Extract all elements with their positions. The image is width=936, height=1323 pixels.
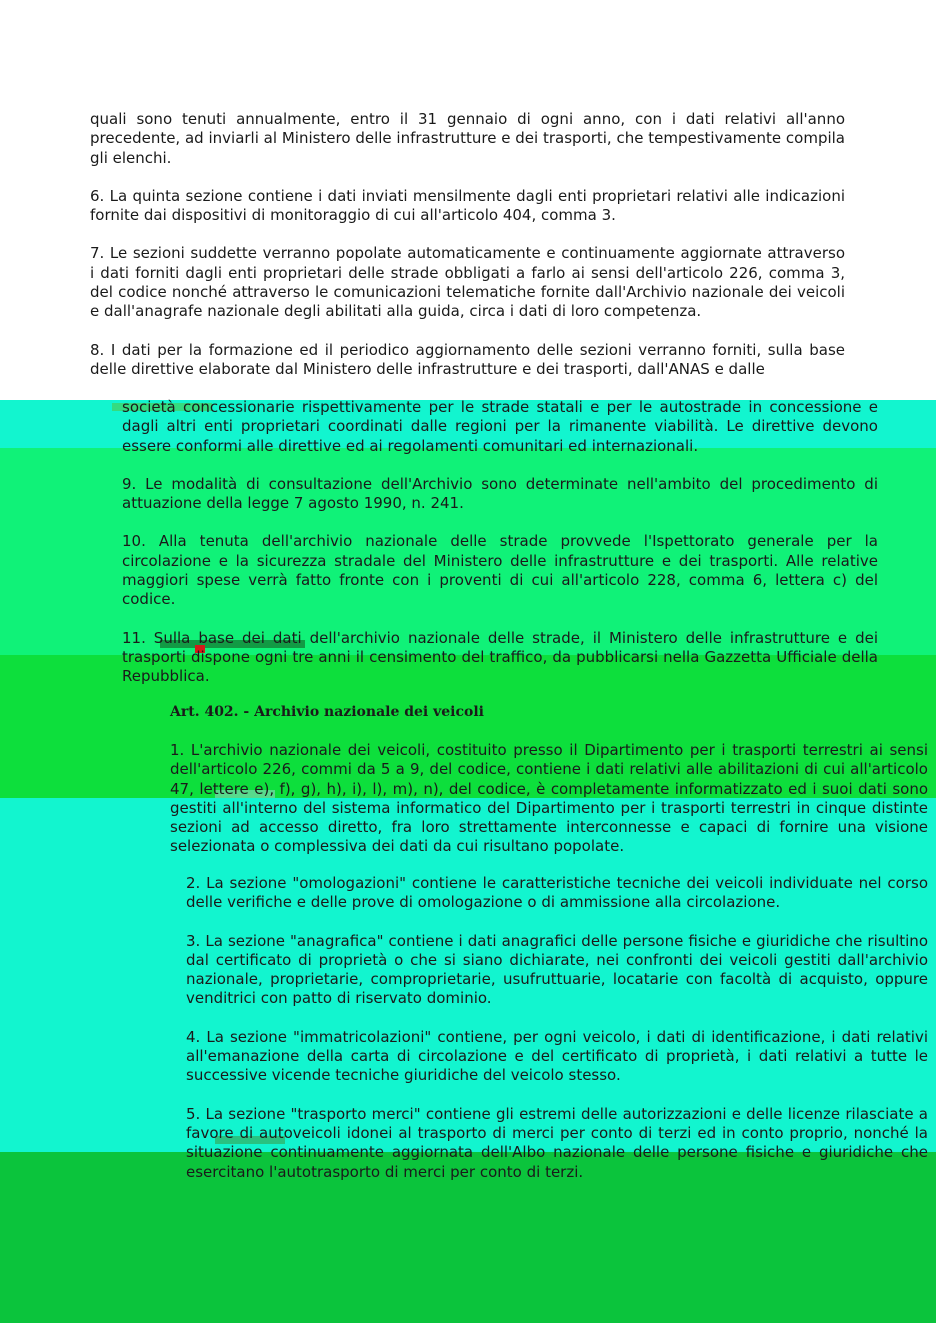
article-paragraph-3: 3. La sezione "anagrafica" contiene i dati anagrafici delle persone fisiche e giuridiche che risultino dal certificato di proprietà o che si siano dichiarate, nei confronti dei veicoli gestiti dall'archivio nazionale, proprietarie, comproprietarie, usufruttuarie, locatarie con facoltà di acquisto, oppure venditrici con patto di riservato dominio. <box>186 931 928 1008</box>
text-block-article-body <box>186 874 928 1182</box>
article-paragraph-5: 5. La sezione "trasporto merci" contiene gli estremi delle autorizzazioni e delle licenze rilasciate a favore di autoveicoli idonei al trasporto di merci per conto di terzi ed in conto proprio, nonché la situazione continuamente aggiornata dell'Albo nazionale delle persone fisiche e giuridiche che esercitano l'autotrasporto di merci per conto di terzi. <box>186 1104 928 1181</box>
text-block-green <box>122 398 878 687</box>
paragraph-7: 7. Le sezioni suddette verranno popolate automaticamente e continuamente aggiornate attraverso i dati forniti dagli enti proprietari delle strade obbligati a farlo ai sensi dell'articolo 226, comma 3, del codice nonché attraverso le comunicazioni telematiche fornite dall'Archivio nazionale dei veicoli e dall'anagrafe nazionale degli abilitati alla guida, circa i dati di loro competenza. <box>90 244 845 321</box>
article-paragraph-4: 4. La sezione "immatricolazioni" contiene, per ogni veicolo, i dati di identificazione, i dati relativi all'emanazione della carta di circolazione e del certificato di proprietà, i dati relativi a tutte le successive vicende tecniche giuridiche del veicolo stesso. <box>186 1027 928 1085</box>
paragraph-10: 10. Alla tenuta dell'archivio nazionale delle strade provvede l'Ispettorato generale per la circolazione e la sicurezza stradale del Ministero delle infrastrutture e dei trasporti. Alle relative maggiori spese verrà fatto fronte con i proventi di cui all'articolo 228, comma 6, lettera c) del codice. <box>122 532 878 609</box>
article-paragraph-2: 2. La sezione "omologazioni" contiene le caratteristiche tecniche dei veicoli individuate nel corso delle verifiche e delle prove di omologazione o di ammissione alla circolazione. <box>186 874 928 912</box>
text-block-top <box>90 110 845 379</box>
paragraph-8-continued: società concessionarie rispettivamente per le strade statali e per le autostrade in concessione e dagli altri enti proprietari coordinati dalle regioni per la rimanente viabilità. Le direttive devono essere conformi alle direttive ed ai regolamenti comunitari ed internazionali. <box>122 398 878 455</box>
text-block-article-head <box>170 703 928 857</box>
article-heading: Art. 402. - Archivio nazionale dei veicoli <box>170 704 484 720</box>
article-paragraph-1: 1. L'archivio nazionale dei veicoli, costituito presso il Dipartimento per i trasporti terrestri ai sensi dell'articolo 226, commi da 5 a 9, del codice, contiene i dati relativi alle abilitazioni di cui all'articolo 47, lettere e), f), g), h), i), l), m), n), del codice, è completamente informatizzato ed i suoi dati sono gestiti all'interno del sistema informatico del Dipartimento per i trasporti terrestri in cinque distinte sezioni ad accesso diretto, fra loro strettamente interconnesse e capaci di fornire una visione selezionata o complessiva dei dati da cui risultano popolate. <box>170 741 928 856</box>
paragraph-6: 6. La quinta sezione contiene i dati inviati mensilmente dagli enti proprietari relativi alle indicazioni fornite dai dispositivi di monitoraggio di cui all'articolo 404, comma 3. <box>90 186 845 225</box>
paragraph-8-start: 8. I dati per la formazione ed il periodico aggiornamento delle sezioni verranno forniti, sulla base delle direttive elaborate dal Ministero delle infrastrutture e dei trasporti, dall'ANAS e dalle <box>90 340 845 378</box>
paragraph-11: 11. Sulla base dei dati dell'archivio nazionale delle strade, il Ministero delle infrastrutture e dei trasporti dispone ogni tre anni il censimento del traffico, da pubblicarsi nella Gazzetta Ufficiale della Repubblica. <box>122 628 878 686</box>
paragraph-9: 9. Le modalità di consultazione dell'Archivio sono determinate nell'ambito del procedimento di attuazione della legge 7 agosto 1990, n. 241. <box>122 474 878 513</box>
paragraph-intro: quali sono tenuti annualmente, entro il 31 gennaio di ogni anno, con i dati relativi all'anno precedente, ad inviarli al Ministero delle infrastrutture e dei trasporti, che tempestivamente compila gli elenchi. <box>90 110 845 167</box>
